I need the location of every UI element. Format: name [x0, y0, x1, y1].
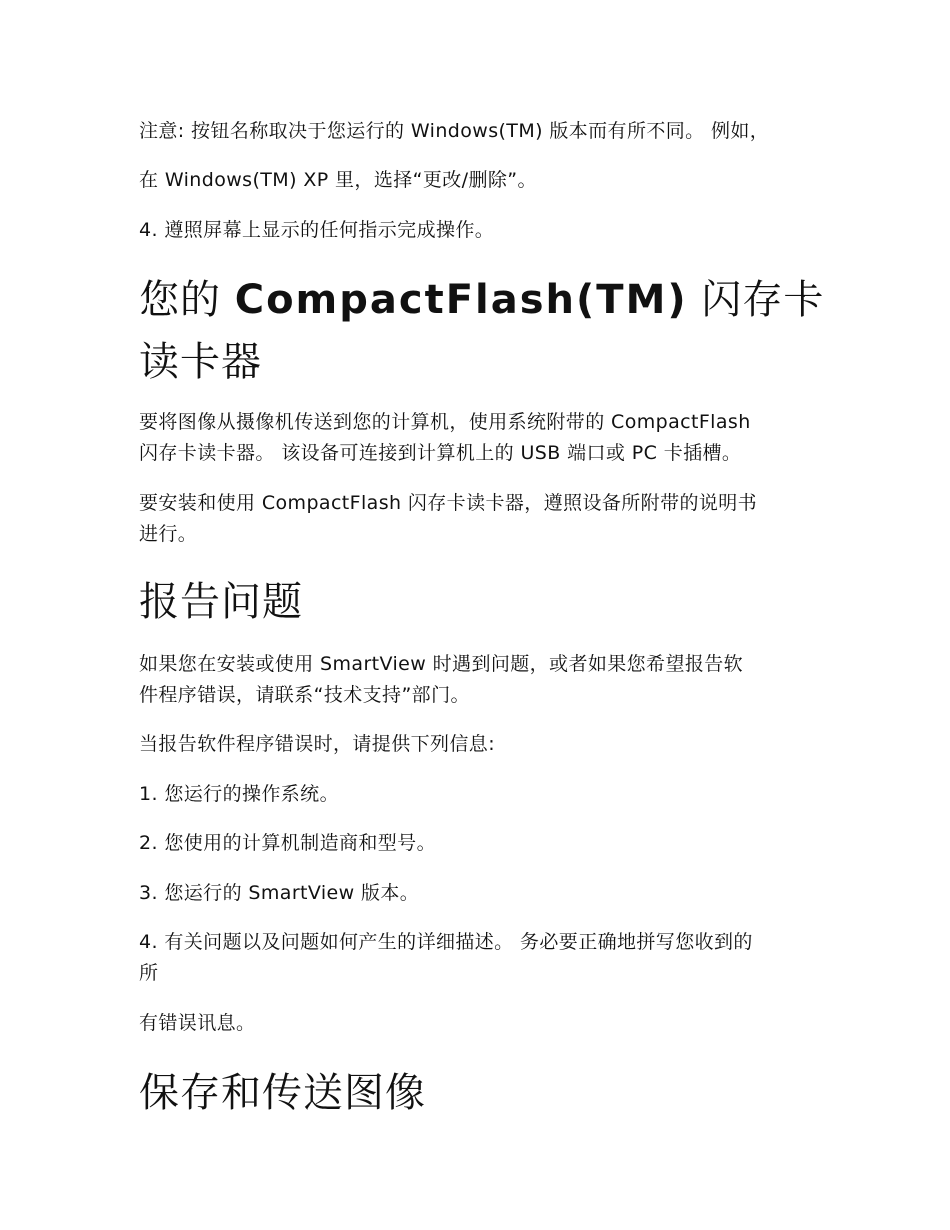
heading-report-problems: 报告问题: [139, 579, 303, 625]
report-lead: 当报告软件程序错误时，请提供下列信息:: [139, 733, 496, 755]
note-line-2: 在 Windows(TM) XP 里，选择“更改/删除”。: [139, 169, 537, 191]
report-item-2: 2. 您使用的计算机制造商和型号。: [139, 832, 436, 854]
report-item-4-line-2: 所: [139, 962, 159, 984]
report-item-4-line-1: 4. 有关问题以及问题如何产生的详细描述。 务必要正确地拼写您收到的: [139, 931, 753, 953]
report-item-3: 3. 您运行的 SmartView 版本。: [139, 882, 420, 904]
heading-compactflash: [139, 269, 839, 331]
step-4-text: 4. 遵照屏幕上显示的任何指示完成操作。: [139, 219, 495, 241]
note-line-1: 注意: 按钮名称取决于您运行的 Windows(TM) 版本而有所不同。 例如，: [139, 120, 770, 142]
report-intro-line-2: 件程序错误，请联系“技术支持”部门。: [139, 684, 470, 706]
cf-para-2-line-2: 进行。: [139, 523, 198, 545]
heading-compactflash-bold: CompactFlash(TM): [234, 277, 688, 323]
heading-compactflash-line-2: 读卡器: [139, 339, 262, 385]
heading-save-transfer: 保存和传送图像: [139, 1070, 426, 1116]
cf-para-1-line-1: 要将图像从摄像机传送到您的计算机，使用系统附带的 CompactFlash: [139, 411, 751, 433]
report-item-4-line-3: 有错误讯息。: [139, 1012, 256, 1034]
heading-compactflash-suffix: 闪存卡: [701, 277, 825, 323]
heading-compactflash-prefix: 您的: [139, 277, 221, 323]
report-intro-line-1: 如果您在安装或使用 SmartView 时遇到问题，或者如果您希望报告软: [139, 653, 744, 675]
report-item-1: 1. 您运行的操作系统。: [139, 783, 339, 805]
cf-para-1-line-2: 闪存卡读卡器。 该设备可连接到计算机上的 USB 端口或 PC 卡插槽。: [139, 442, 742, 464]
cf-para-2-line-1: 要安装和使用 CompactFlash 闪存卡读卡器，遵照设备所附带的说明书: [139, 492, 758, 514]
